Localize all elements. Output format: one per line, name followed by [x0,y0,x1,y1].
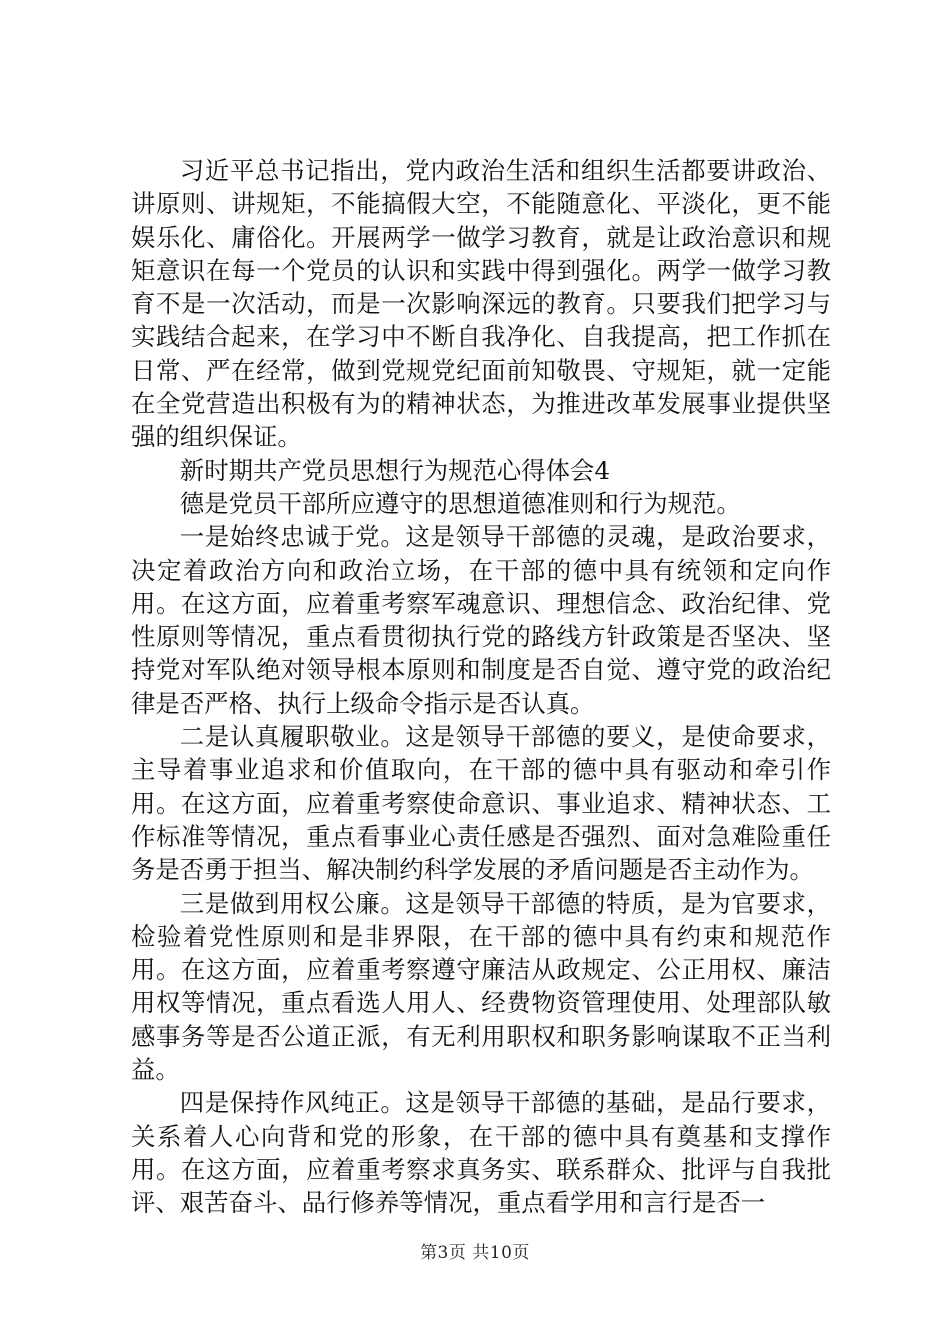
document-body [131,154,831,1220]
paragraph-point-one: 一是始终忠诚于党。这是领导干部德的灵魂，是政治要求，决定着政治方向和政治立场，在干部的德中具有统领和定向作用。在这方面，应着重考察军魂意识、理想信念、政治纪律、党性原则等情况，重点看贯彻执行党的路线方针政策是否坚决、坚持党对军队绝对领导根本原则和制度是否自觉、遵守党的政治纪律是否严格、执行上级命令指示是否认真。 [131,522,831,718]
paragraph-definition: 德是党员干部所应遵守的思想道德准则和行为规范。 [179,488,741,518]
paragraph-point-four: 四是保持作风纯正。这是领导干部德的基础，是品行要求，关系着人心向背和党的形象，在干部的德中具有奠基和支撑作用。在这方面，应着重考察求真务实、联系群众、批评与自我批评、艰苦奋斗、品行修养等情况，重点看学用和言行是否一 [131,1088,831,1218]
paragraph-point-two: 二是认真履职敬业。这是领导干部德的要义，是使命要求，主导着事业追求和价值取向，在干部的德中具有驱动和牵引作用。在这方面，应着重考察使命意识、事业追求、精神状态、工作标准等情况，重点看事业心责任感是否强烈、面对急难险重任务是否勇于担当、解决制约科学发展的矛盾问题是否主动作为。 [131,722,831,885]
section-heading: 新时期共产党员思想行为规范心得体会4 [179,455,610,485]
paragraph-point-three: 三是做到用权公廉。这是领导干部德的特质，是为官要求，检验着党性原则和是非界限，在干部的德中具有约束和规范作用。在这方面，应着重考察遵守廉洁从政规定、公正用权、廉洁用权等情况，重点看选人用人、经费物资管理使用、处理部队敏感事务等是否公道正派，有无利用职权和职务影响谋取不正当利益。 [131,888,831,1085]
page-number-footer: 第3页 共10页 [420,1243,530,1263]
paragraph-intro: 习近平总书记指出，党内政治生活和组织生活都要讲政治、讲原则、讲规矩，不能搞假大空，不能随意化、平淡化，更不能娱乐化、庸俗化。开展两学一做学习教育，就是让政治意识和规矩意识在每一个党员的认识和实践中得到强化。两学一做学习教育不是一次活动，而是一次影响深远的教育。只要我们把学习与实践结合起来，在学习中不断自我净化、自我提高，把工作抓在日常、严在经常，做到党规党纪面前知敬畏、守规矩，就一定能在全党营造出积极有为的精神状态，为推进改革发展事业提供坚强的组织保证。 [131,156,831,452]
